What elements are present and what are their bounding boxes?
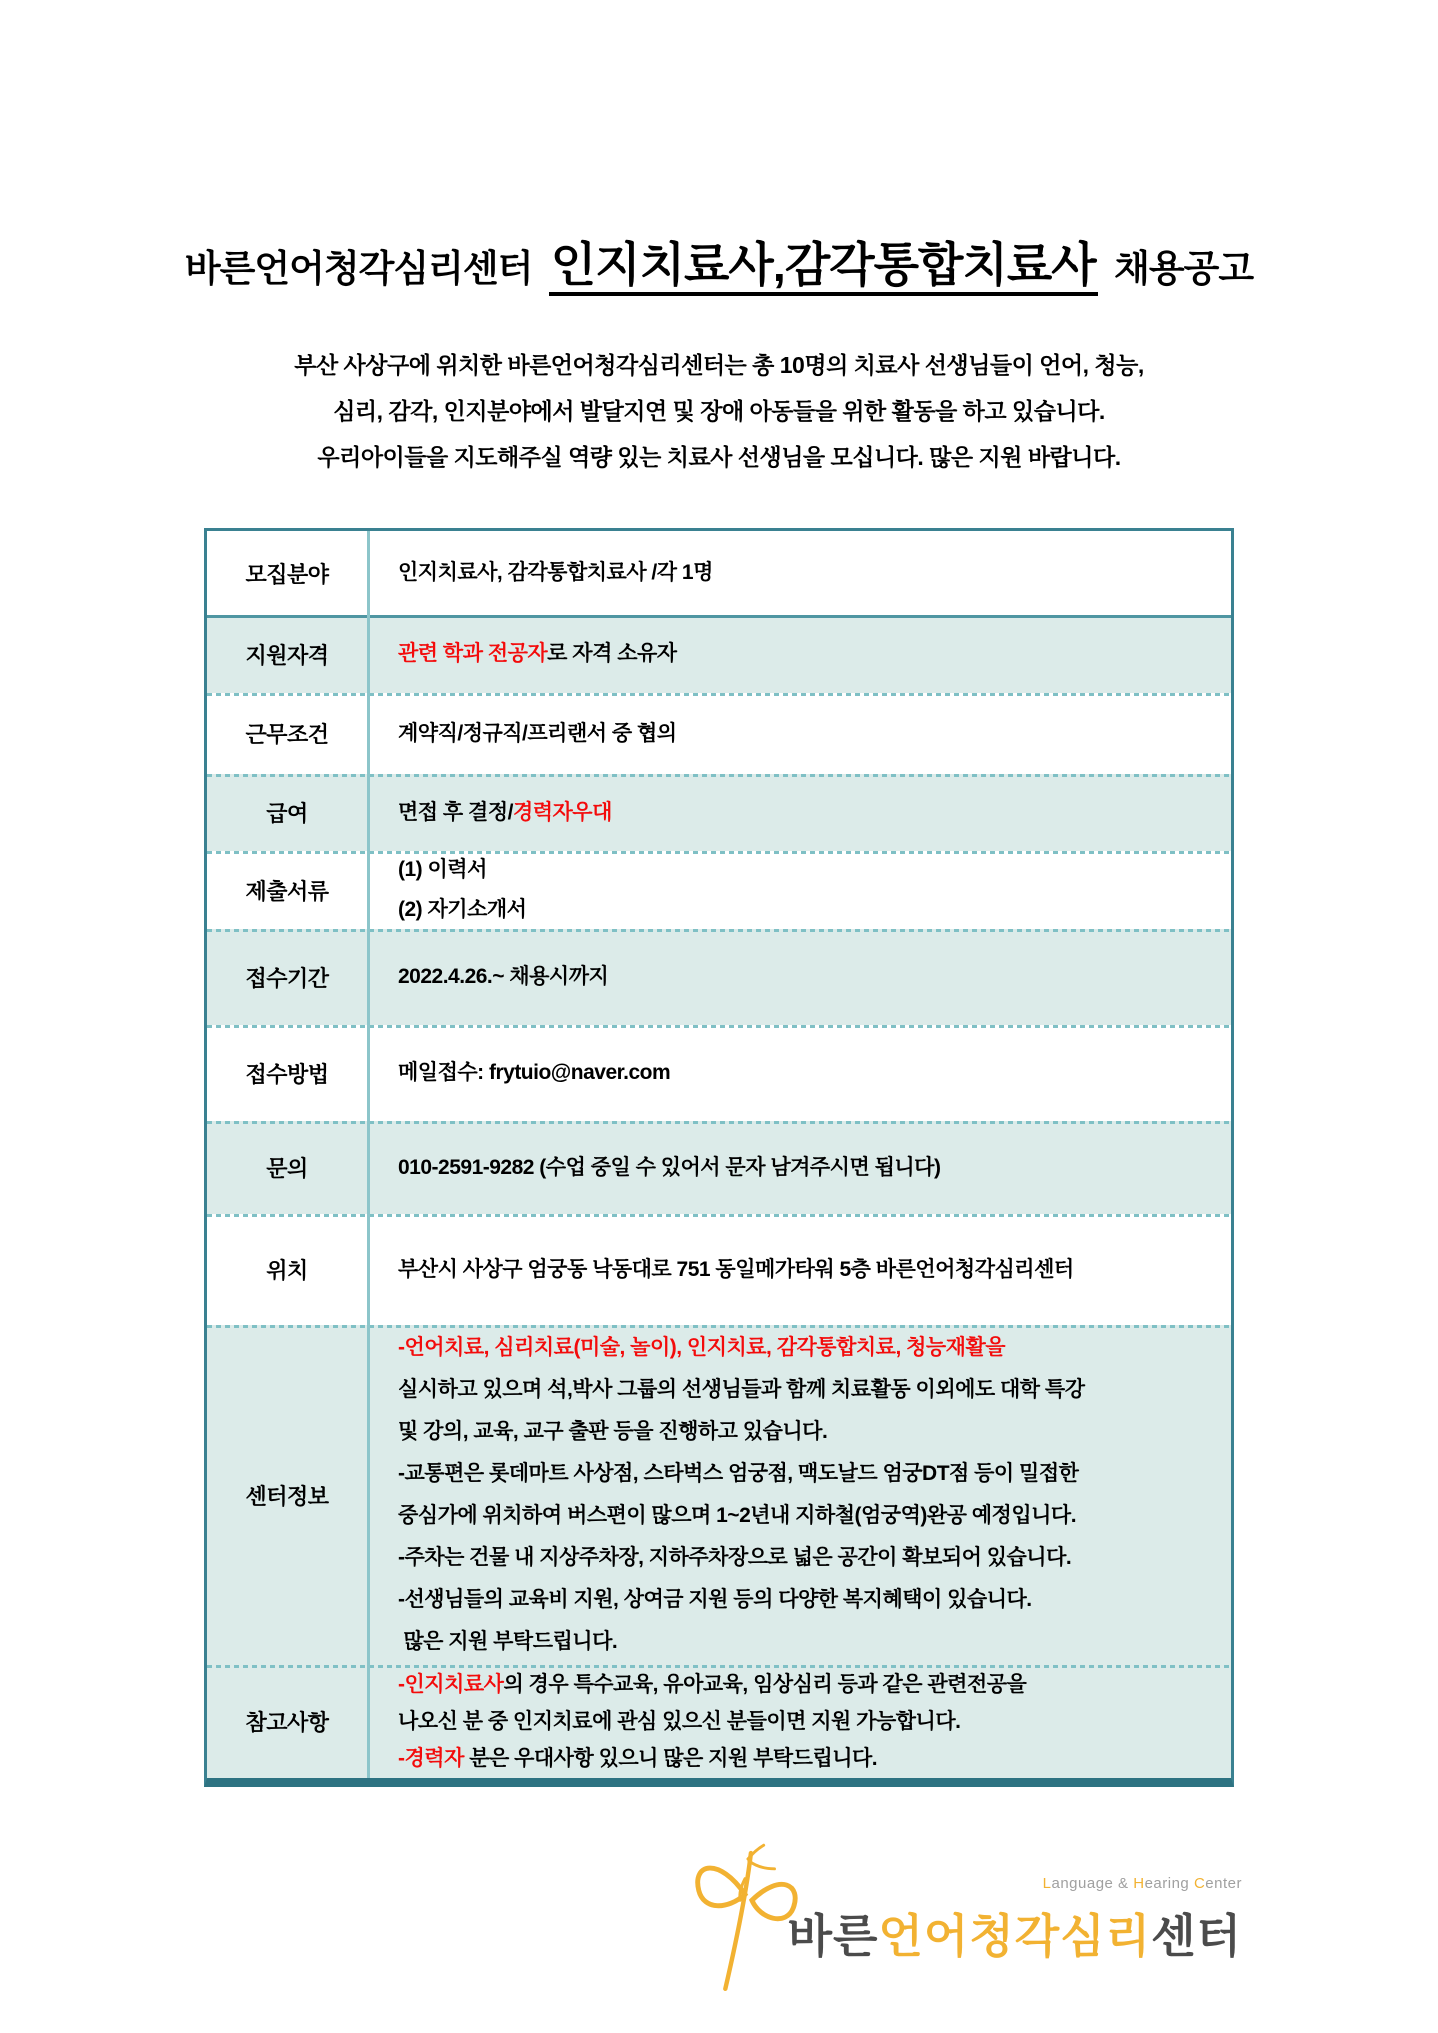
logo-text	[788, 1875, 1242, 1994]
table-row	[207, 1025, 1231, 1121]
title-highlight: 인지치료사,감각통합치료사	[549, 238, 1098, 296]
table-row	[207, 693, 1231, 774]
job-table	[204, 528, 1234, 1787]
row-content	[367, 615, 1231, 693]
row-line	[398, 890, 1231, 929]
text-segment: 2022.4.26.~ 채용시까지	[398, 965, 609, 988]
table-row	[207, 531, 1231, 615]
text-segment: 언어청각심리	[878, 1910, 1152, 1962]
text-segment: 분은 우대사항 있으니 많은 지원 부탁드립니다.	[463, 1747, 878, 1770]
text-segment: -언어치료, 심리치료(미술, 놀이), 인지치료, 감각통합치료, 청능재활을	[398, 1336, 1006, 1359]
text-segment: -경력자	[398, 1747, 464, 1770]
row-line	[398, 851, 1231, 890]
text-segment: 중심가에 위치하여 버스편이 많으며 1~2년내 지하철(엄궁역)완공 예정입니다.	[398, 1504, 1077, 1527]
row-label: 급여	[266, 801, 308, 826]
text-segment: -교통편은 롯데마트 사상점, 스타벅스 엄궁점, 맥도날드 엄궁DT점 등이 밀접한	[398, 1462, 1079, 1485]
text-segment: 메일접수: frytuio@naver.com	[398, 1061, 671, 1084]
row-content	[367, 851, 1231, 929]
row-label: 지원자격	[245, 642, 329, 668]
text-segment: 부산시 사상구 엄궁동 낙동대로 751 동일메가타워 5층 바른언어청각심리센터	[398, 1257, 1074, 1281]
text-segment: (2) 자기소개서	[398, 898, 527, 921]
row-content	[367, 1325, 1231, 1665]
row-line	[398, 1703, 1231, 1740]
row-line	[398, 1411, 1231, 1453]
intro-line: 우리아이들을 지도해주실 역량 있는 치료사 선생님을 모십니다. 많은 지원 바랍니다.	[317, 444, 1121, 470]
text-segment: 많은 지원 부탁드립니다.	[398, 1630, 618, 1653]
row-label: 모집분야	[245, 561, 329, 587]
row-line	[398, 797, 1231, 829]
row-label: 센터정보	[245, 1483, 329, 1509]
row-content	[367, 774, 1231, 851]
row-content	[367, 1214, 1231, 1325]
text-segment: (1) 이력서	[398, 858, 487, 881]
table-row	[207, 1121, 1231, 1214]
intro-line: 부산 사상구에 위치한 바른언어청각심리센터는 총 10명의 치료사 선생님들이 언어, 청능,	[294, 352, 1144, 378]
row-label: 문의	[266, 1156, 308, 1181]
row-line	[398, 1152, 1231, 1184]
table-row	[207, 615, 1231, 693]
table-row	[207, 774, 1231, 851]
text-segment: 바른	[787, 1910, 879, 1962]
row-line	[398, 1621, 1231, 1663]
text-segment: 의 경우 특수교육, 유아교육, 임상심리 등과 같은 관련전공을	[503, 1673, 1027, 1696]
table-row	[207, 851, 1231, 929]
butterfly-icon	[686, 1838, 804, 1998]
text-segment: -선생님들의 교육비 지원, 상여금 지원 등의 다양한 복지혜택이 있습니다.	[398, 1588, 1032, 1611]
title-suffix: 채용공고	[1114, 248, 1254, 289]
text-segment: 실시하고 있으며 석,박사 그룹의 선생님들과 함께 치료활동 이외에도 대학 특강	[398, 1378, 1085, 1401]
row-content	[367, 929, 1231, 1025]
text-segment: enter	[1205, 1875, 1242, 1892]
row-line	[398, 1369, 1231, 1411]
row-line	[398, 1057, 1231, 1089]
row-label: 접수방법	[245, 1061, 329, 1087]
text-segment: -인지치료사	[398, 1673, 504, 1696]
page-title	[0, 228, 1438, 295]
row-label: 위치	[266, 1258, 308, 1283]
text-segment: 나오신 분 중 인지치료에 관심 있으신 분들이면 지원 가능합니다.	[398, 1710, 961, 1733]
row-line	[398, 718, 1231, 750]
row-line	[398, 638, 1231, 670]
center-logo	[686, 1838, 1242, 1994]
row-content	[367, 693, 1231, 774]
text-segment: anguage &	[1051, 1875, 1134, 1892]
text-segment: H	[1133, 1875, 1145, 1892]
table-row	[207, 1214, 1231, 1325]
row-line	[398, 961, 1231, 993]
text-segment: 인지치료사, 감각통합치료사 /각 1명	[398, 561, 713, 584]
row-line	[398, 1666, 1231, 1703]
row-line	[398, 1495, 1231, 1537]
text-segment: 경력자우대	[512, 800, 612, 824]
text-segment: -주차는 건물 내 지상주차장, 지하주차장으로 넓은 공간이 확보되어 있습니다.	[398, 1546, 1072, 1569]
text-segment: 계약직/정규직/프리랜서 중 협의	[398, 721, 677, 745]
text-segment: 및 강의, 교육, 교구 출판 등을 진행하고 있습니다.	[398, 1420, 828, 1443]
table-row	[207, 1665, 1231, 1778]
text-segment: earing	[1144, 1875, 1194, 1892]
row-label: 접수기간	[245, 965, 329, 991]
row-content	[367, 1025, 1231, 1121]
text-segment: 010-2591-9282 (수업 중일 수 있어서 문자 남겨주시면 됩니다)	[398, 1155, 941, 1179]
row-content	[367, 1121, 1231, 1214]
row-line	[398, 1537, 1231, 1579]
title-prefix: 바른언어청각심리센터	[184, 248, 533, 289]
row-label: 근무조건	[245, 722, 329, 747]
intro-paragraph	[0, 342, 1438, 480]
row-line	[398, 1579, 1231, 1621]
logo-korean-text	[788, 1900, 1242, 1966]
text-segment: 면접 후 결정/	[398, 800, 513, 824]
row-label: 참고사항	[245, 1710, 329, 1735]
row-content	[367, 1665, 1231, 1778]
row-line	[398, 557, 1231, 589]
row-line	[398, 1453, 1231, 1495]
row-label: 제출서류	[245, 878, 329, 904]
text-segment: 로 자격 소유자	[547, 642, 677, 665]
text-segment: C	[1193, 1875, 1206, 1892]
table-row	[207, 929, 1231, 1025]
logo-tagline	[1043, 1875, 1242, 1892]
text-segment: L	[1042, 1875, 1052, 1892]
text-segment: 센터	[1151, 1910, 1242, 1962]
table-row	[207, 1325, 1231, 1665]
text-segment: 관련 학과 전공자	[398, 642, 548, 665]
row-line	[398, 1740, 1231, 1777]
intro-line: 심리, 감각, 인지분야에서 발달지연 및 장애 아동들을 위한 활동을 하고 있습니다.	[333, 398, 1105, 424]
row-line	[398, 1254, 1231, 1286]
row-content	[367, 531, 1231, 615]
row-line	[398, 1327, 1231, 1369]
